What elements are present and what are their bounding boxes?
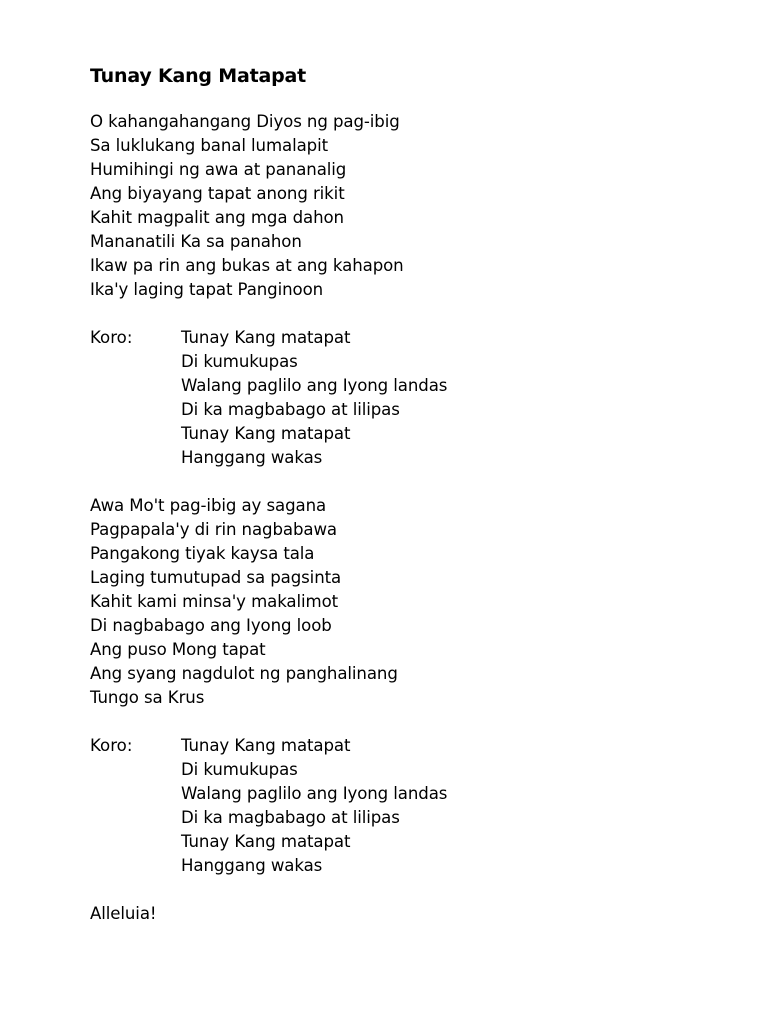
chorus-line: Tunay Kang matapat — [181, 832, 351, 851]
closing-line: Alleluia! — [90, 904, 157, 923]
verse-line: Ang puso Mong tapat — [90, 640, 266, 659]
verse-line: Kahit kami minsa'y makalimot — [90, 592, 339, 611]
chorus-line: Di kumukupas — [181, 760, 298, 779]
chorus-line: Hanggang wakas — [181, 448, 323, 467]
verse-line: Ang syang nagdulot ng panghalinang — [90, 664, 398, 683]
chorus-line: Hanggang wakas — [181, 856, 323, 875]
chorus-2 — [90, 734, 768, 878]
verse-line: O kahangahangang Diyos ng pag-ibig — [90, 112, 400, 131]
verse-line: Humihingi ng awa at pananalig — [90, 160, 347, 179]
verse-line: Ika'y laging tapat Panginoon — [90, 280, 324, 299]
verse-line: Mananatili Ka sa panahon — [90, 232, 302, 251]
verse-line: Di nagbabago ang Iyong loob — [90, 616, 332, 635]
verse-line: Pangakong tiyak kaysa tala — [90, 544, 315, 563]
chorus-label: Koro: — [90, 328, 133, 347]
chorus-line: Tunay Kang matapat — [181, 328, 351, 347]
chorus-line: Tunay Kang matapat — [181, 424, 351, 443]
chorus-line: Walang paglilo ang Iyong landas — [181, 376, 448, 395]
chorus-lines — [181, 734, 768, 878]
song-title: Tunay Kang Matapat — [90, 65, 306, 87]
chorus-line: Walang paglilo ang Iyong landas — [181, 784, 448, 803]
stanza-gap — [90, 470, 768, 494]
stanza-gap — [90, 710, 768, 734]
verse-line: Tungo sa Krus — [90, 688, 205, 707]
verse-1 — [90, 110, 768, 302]
chorus-lines — [181, 326, 768, 470]
verse-line: Pagpapala'y di rin nagbabawa — [90, 520, 338, 539]
verse-line: Ikaw pa rin ang bukas at ang kahapon — [90, 256, 404, 275]
stanza-gap — [90, 302, 768, 326]
chorus-1 — [90, 326, 768, 470]
chorus-line: Di ka magbabago at lilipas — [181, 400, 400, 419]
chorus-label: Koro: — [90, 736, 133, 755]
verse-line: Laging tumutupad sa pagsinta — [90, 568, 342, 587]
verse-line: Kahit magpalit ang mga dahon — [90, 208, 344, 227]
verse-line: Sa luklukang banal lumalapit — [90, 136, 329, 155]
verse-2 — [90, 494, 768, 710]
verse-line: Awa Mo't pag-ibig ay sagana — [90, 496, 327, 515]
chorus-line: Di ka magbabago at lilipas — [181, 808, 400, 827]
verse-line: Ang biyayang tapat anong rikit — [90, 184, 345, 203]
chorus-line: Tunay Kang matapat — [181, 736, 351, 755]
stanza-gap — [90, 878, 768, 902]
chorus-line: Di kumukupas — [181, 352, 298, 371]
